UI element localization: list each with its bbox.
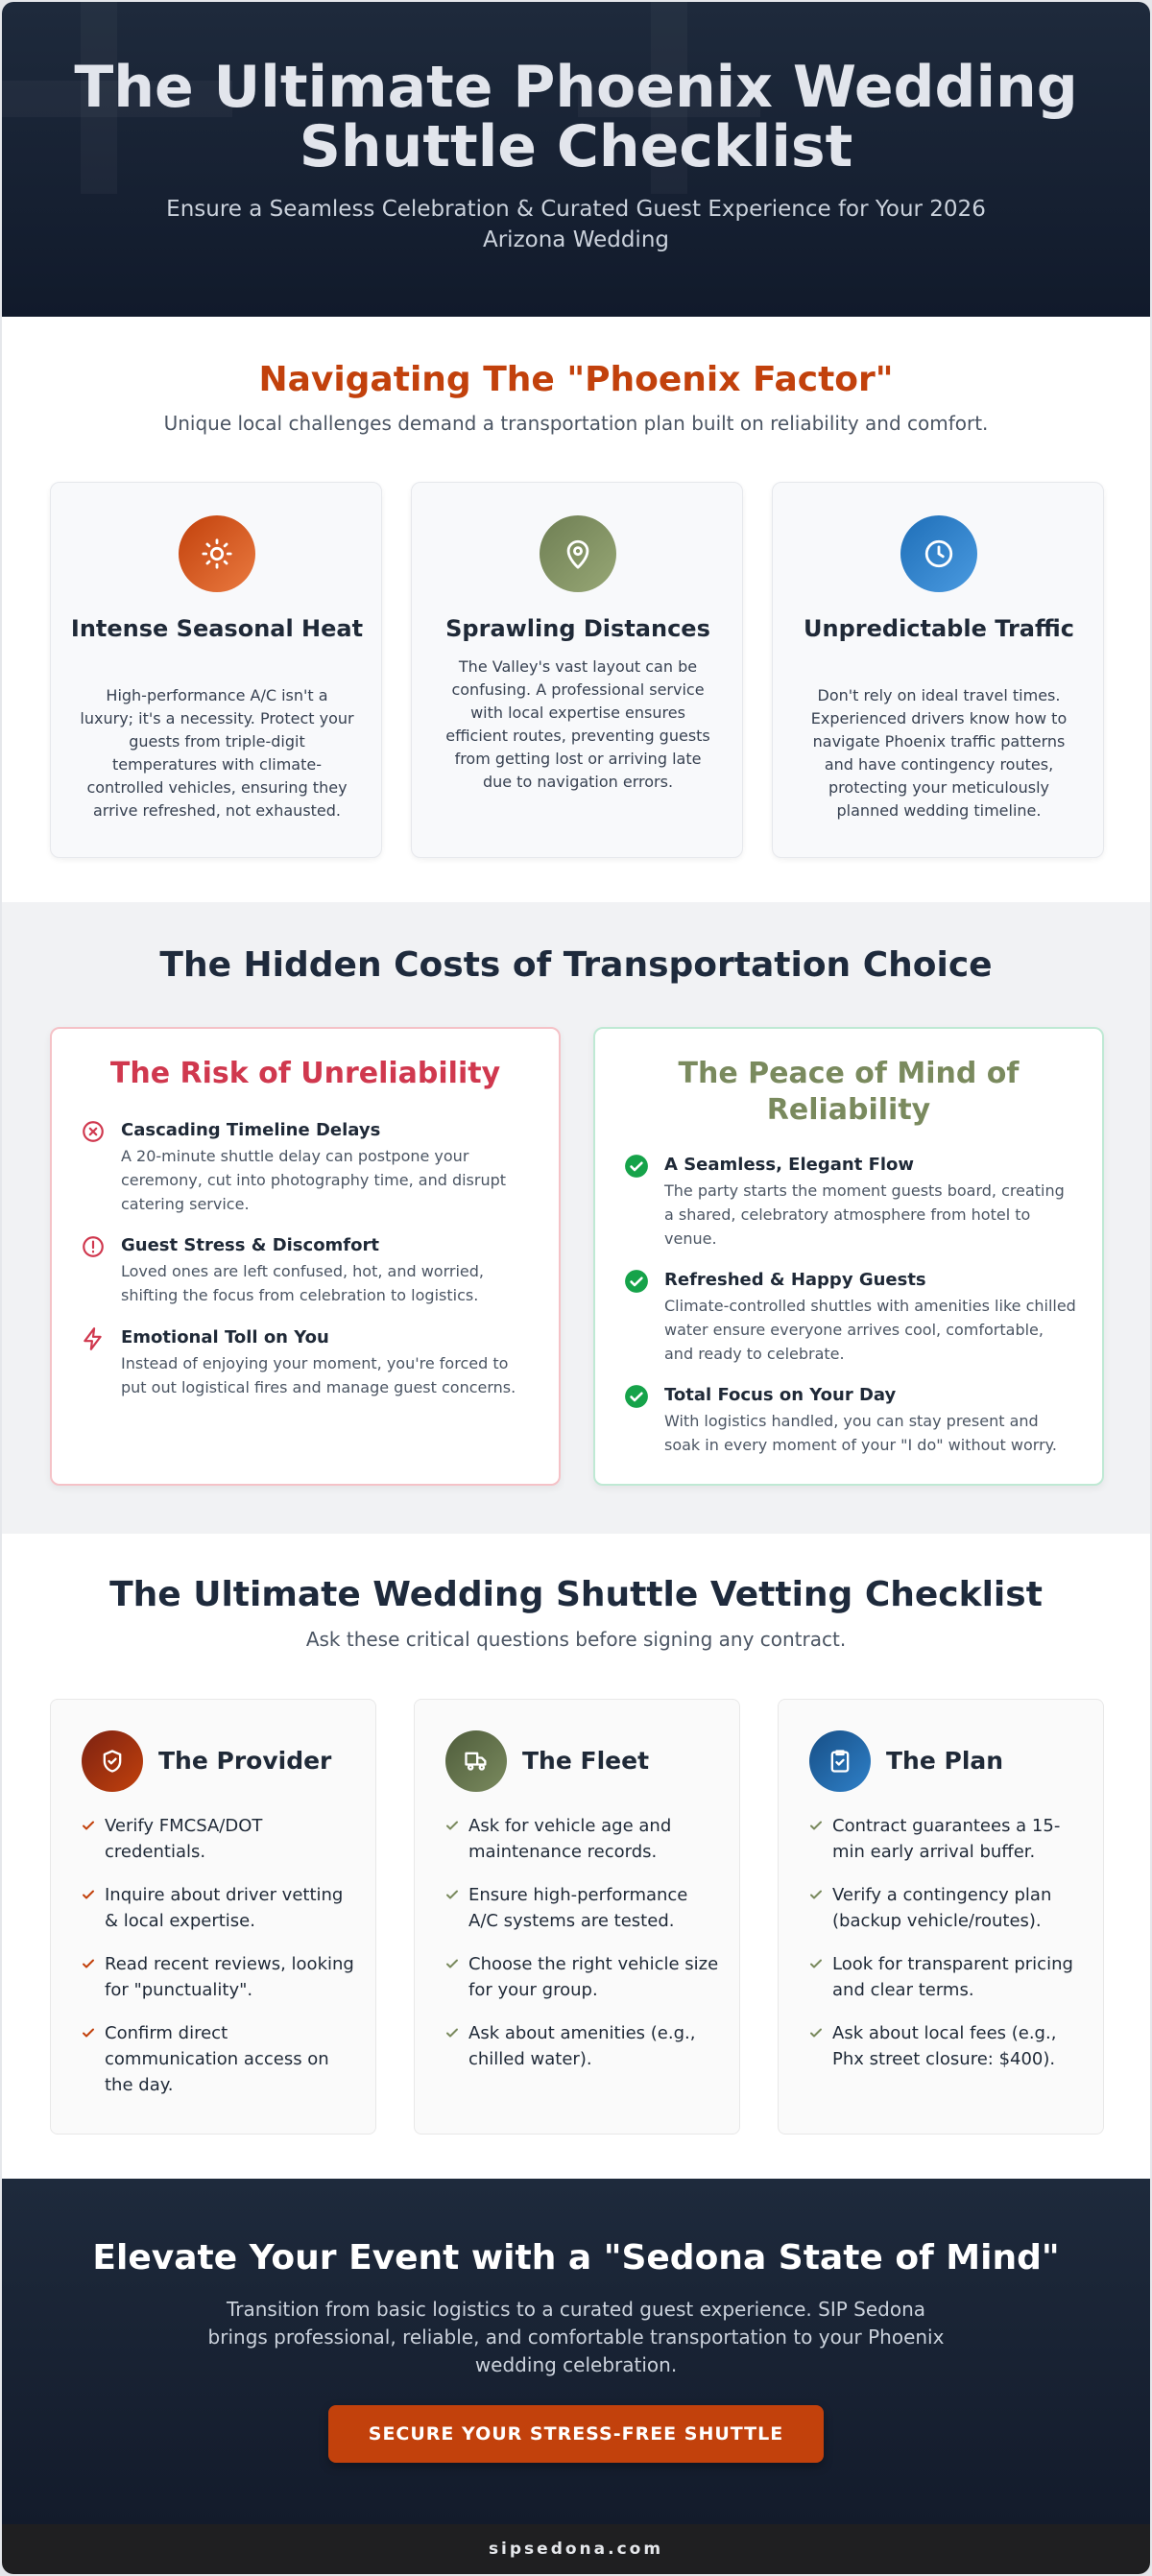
checklist-item-text: Choose the right vehicle size for your group. xyxy=(468,1954,719,2000)
hero-title-line: The Ultimate Phoenix Wedding xyxy=(74,54,1078,121)
factor-card-traffic xyxy=(772,482,1104,858)
check-icon xyxy=(445,2026,459,2039)
checklist-item-text: Inquire about driver vetting & local expertise. xyxy=(105,1885,344,1931)
check-circle-icon xyxy=(624,1154,649,1179)
hidden-costs-title: The Hidden Costs of Transportation Choice xyxy=(159,945,993,985)
factor-card-title: Intense Seasonal Heat xyxy=(70,615,364,642)
checklist-item-text: Verify a contingency plan (backup vehicle/routes). xyxy=(832,1885,1052,1931)
peace-item-text: Climate-controlled shuttles with amenities like chilled water ensure everyone arrives cool, comfortable, and ready to celebrate. xyxy=(664,1297,1076,1363)
check-icon xyxy=(82,1819,95,1832)
check-icon xyxy=(809,2026,823,2039)
factor-card-title: Unpredictable Traffic xyxy=(804,615,1074,642)
checklist-item-text: Ask about amenities (e.g., chilled water). xyxy=(468,2023,696,2069)
check-icon xyxy=(445,1957,459,1970)
x-circle-icon xyxy=(81,1119,106,1144)
factor-card-heat xyxy=(50,482,382,858)
checklist-card-provider xyxy=(50,1699,376,2135)
check-icon xyxy=(809,1888,823,1901)
alert-circle-icon xyxy=(81,1234,106,1259)
peace-item-title: A Seamless, Elegant Flow xyxy=(664,1155,915,1175)
risk-card-title: The Risk of Unreliability xyxy=(109,1057,501,1090)
checklist-title: The Ultimate Wedding Shuttle Vetting Checklist xyxy=(109,1575,1043,1614)
lightning-icon xyxy=(81,1326,106,1351)
secure-shuttle-button[interactable]: SECURE YOUR STRESS-FREE SHUTTLE xyxy=(328,2405,824,2463)
factor-card-title: Sprawling Distances xyxy=(445,615,710,642)
peace-card xyxy=(593,1027,1104,1486)
check-icon xyxy=(445,1819,459,1832)
risk-card xyxy=(50,1027,561,1486)
checklist-item-text: Ask for vehicle age and maintenance records. xyxy=(468,1816,672,1862)
check-circle-icon xyxy=(624,1384,649,1409)
factor-card-text: Don't rely on ideal travel times. Experienced drivers know how to navigate Phoenix traffic patterns and have contingency routes, protecting your meticulously planned wedding timeline. xyxy=(810,686,1068,820)
risk-item-text: A 20-minute shuttle delay can postpone your ceremony, cut into photography time, and disrupt catering service. xyxy=(121,1147,507,1213)
check-icon xyxy=(82,2026,95,2039)
infographic-page xyxy=(2,2,1150,2574)
checklist-card-plan xyxy=(778,1699,1104,2135)
hero-banner xyxy=(2,2,1150,317)
sun-icon xyxy=(179,515,255,592)
risk-item-title: Guest Stress & Discomfort xyxy=(121,1235,379,1255)
checklist-item-text: Ensure high-performance A/C systems are tested. xyxy=(468,1885,688,1931)
hero-title-line: Shuttle Checklist xyxy=(299,113,853,180)
checklist-item-text: Verify FMCSA/DOT credentials. xyxy=(105,1816,263,1862)
risk-item-title: Cascading Timeline Delays xyxy=(121,1120,381,1140)
map-pin-icon xyxy=(540,515,616,592)
check-icon xyxy=(809,1819,823,1832)
hero-title xyxy=(2,54,1150,180)
footer-url[interactable]: sipsedona.com xyxy=(2,2524,1150,2574)
checklist-card-title: The Fleet xyxy=(522,1747,650,1775)
risk-item-text: Instead of enjoying your moment, you're forced to put out logistical fires and manage guest concerns. xyxy=(121,1354,516,1396)
peace-item-title: Total Focus on Your Day xyxy=(664,1385,897,1405)
phoenix-factor-title: Navigating The "Phoenix Factor" xyxy=(258,360,894,399)
cta-section xyxy=(2,2179,1150,2524)
check-icon xyxy=(82,1888,95,1901)
checklist-card-title: The Provider xyxy=(158,1747,332,1775)
peace-item-text: The party starts the moment guests board, creating a shared, celebratory atmosphere from hotel to venue. xyxy=(664,1181,1065,1248)
factor-card-text: The Valley's vast layout can be confusing. A professional service with local expertise ensures efficient routes, preventing guests from getting lost or arriving late due to navigation errors. xyxy=(445,657,710,791)
checklist-item-text: Contract guarantees a 15-min early arrival buffer. xyxy=(832,1816,1061,1862)
phoenix-factor-subtitle: Unique local challenges demand a transportation plan built on reliability and comfort. xyxy=(163,412,989,435)
shield-check-icon xyxy=(82,1730,143,1792)
checklist-item-text: Look for transparent pricing and clear terms. xyxy=(832,1954,1073,2000)
cta-text: Transition from basic logistics to a curated guest experience. SIP Sedona brings professional, reliable, and comfortable transportation to your Phoenix wedding celebration. xyxy=(207,2298,945,2376)
checklist-item-text: Ask about local fees (e.g., Phx street closure: $400). xyxy=(832,2023,1057,2069)
check-icon xyxy=(809,1957,823,1970)
factor-card-distances xyxy=(411,482,743,858)
checklist-item-text: Read recent reviews, looking for "punctuality". xyxy=(105,1954,354,2000)
peace-item-text: With logistics handled, you can stay present and soak in every moment of your "I do" without worry. xyxy=(664,1412,1057,1454)
risk-item-title: Emotional Toll on You xyxy=(121,1327,329,1348)
checklist-card-title: The Plan xyxy=(886,1747,1004,1775)
checklist-subtitle: Ask these critical questions before signing any contract. xyxy=(305,1628,847,1651)
peace-item-title: Refreshed & Happy Guests xyxy=(664,1270,926,1290)
checklist-item-text: Confirm direct communication access on the day. xyxy=(105,2023,329,2095)
check-circle-icon xyxy=(624,1269,649,1294)
checklist-card-fleet xyxy=(414,1699,740,2135)
truck-icon xyxy=(445,1730,507,1792)
risk-item-text: Loved ones are left confused, hot, and worried, shifting the focus from celebration to logistics. xyxy=(121,1262,484,1304)
clock-icon xyxy=(900,515,977,592)
peace-card-title: The Peace of Mind of Reliability xyxy=(678,1057,1020,1127)
clipboard-check-icon xyxy=(809,1730,871,1792)
factor-card-text: High-performance A/C isn't a luxury; it's a necessity. Protect your guests from triple-digit temperatures with climate-controlled vehicles, ensuring they arrive refreshed, not exhausted. xyxy=(80,686,354,820)
check-icon xyxy=(445,1888,459,1901)
cta-title: Elevate Your Event with a "Sedona State of Mind" xyxy=(92,2238,1060,2278)
check-icon xyxy=(82,1957,95,1970)
hero-subtitle: Ensure a Seamless Celebration & Curated Guest Experience for Your 2026 Arizona Wedding xyxy=(166,197,986,252)
